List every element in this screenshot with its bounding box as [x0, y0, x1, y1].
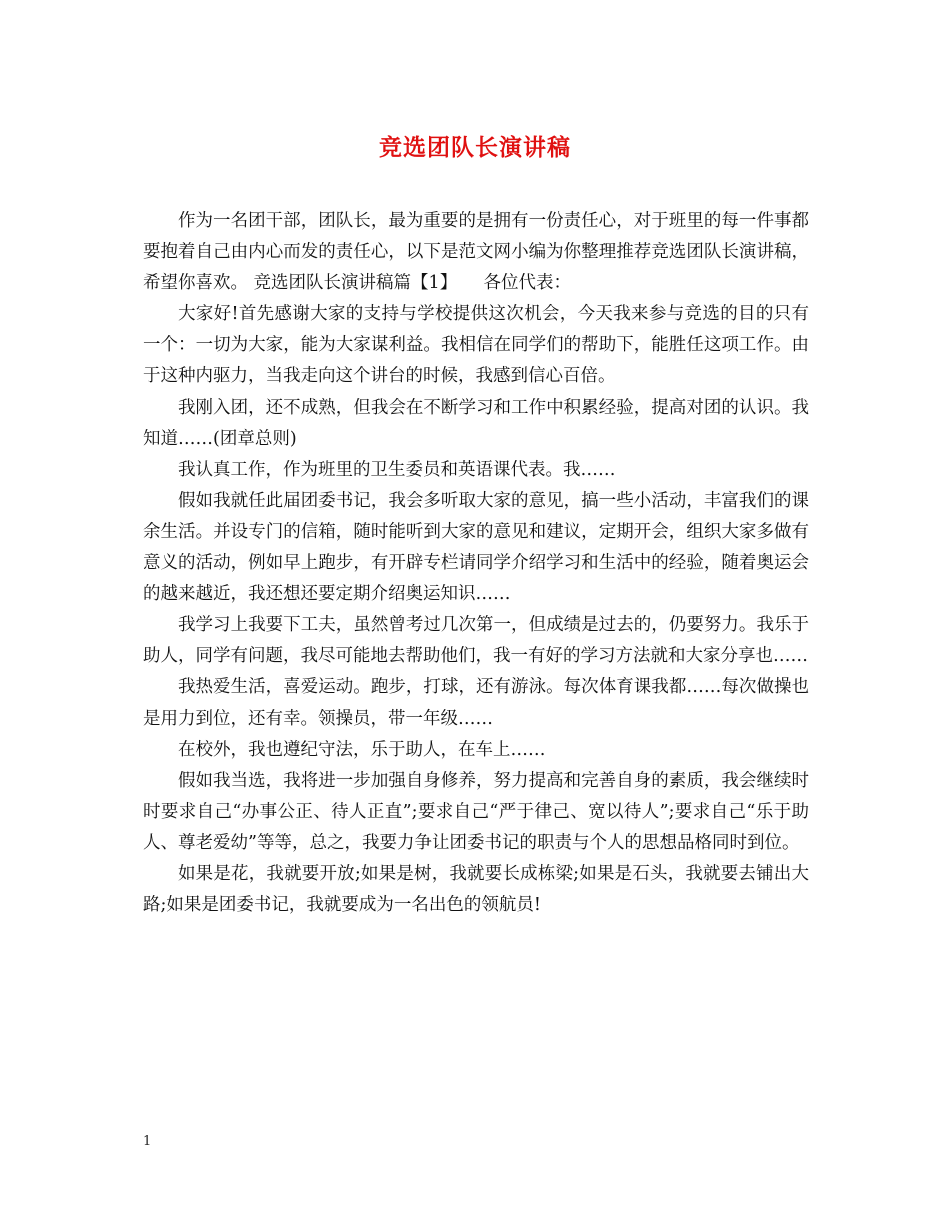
- paragraph-greeting: 大家好!首先感谢大家的支持与学校提供这次机会，今天我来参与竞选的目的只有一个：一切为大家，能为大家谋利益。我相信在同学们的帮助下，能胜任这项工作。由于这种内驱力，当我走向这个讲台的时候，我感到信心百倍。: [143, 304, 809, 387]
- paragraph-intro: 作为一名团干部，团队长，最为重要的是拥有一份责任心，对于班里的每一件事都要抱着自己由内心而发的责任心，以下是范文网小编为你整理推荐竞选团队长演讲稿，希望你喜欢。 竞选团队长演讲稿篇【1】 各位代表：: [143, 211, 809, 294]
- document-title: 竞选团队长演讲稿: [379, 134, 571, 161]
- paragraph-sports: 我热爱生活，喜爱运动。跑步，打球，还有游泳。每次体育课我都……每次做操也是用力到位，还有幸。领操员，带一年级……: [143, 677, 809, 729]
- paragraph-closing: 如果是花，我就要开放;如果是树，我就要长成栋梁;如果是石头，我就要去铺出大路;如果是团委书记，我就要成为一名出色的领航员!: [143, 863, 809, 916]
- paragraph-new-member: 我刚入团，还不成熟，但我会在不断学习和工作中积累经验，提高对团的认识。我知道……(团章总则): [143, 397, 809, 449]
- paragraph-outside-school: 在校外，我也遵纪守法，乐于助人，在车上……: [178, 739, 546, 760]
- paragraph-commitment: 假如我当选，我将进一步加强自身修养，努力提高和完善自身的素质，我会继续时时要求自己“办事公正、待人正直”;要求自己“严于律己、宽以待人”;要求自己“乐于助人、尊老爱幼”等等，总之，我要力争让团委书记的职责与个人的思想品格同时到位。: [143, 770, 809, 853]
- paragraph-study: 我学习上我要下工夫，虽然曾考过几次第一，但成绩是过去的，仍要努力。我乐于助人，同学有问题，我尽可能地去帮助他们，我一有好的学习方法就和大家分享也……: [143, 615, 809, 667]
- paragraph-work: 我认真工作，作为班里的卫生委员和英语课代表。我……: [178, 459, 616, 480]
- document-body: [143, 206, 809, 921]
- paragraph-plans: 假如我就任此届团委书记，我会多听取大家的意见，搞一些小活动，丰富我们的课余生活。并设专门的信箱，随时能听到大家的意见和建议，定期开会，组织大家多做有意义的活动，例如早上跑步，有开辟专栏请同学介绍学习和生活中的经验，随着奥运会的越来越近，我还想还要定期介绍奥运知识……: [143, 490, 809, 605]
- page-number: 1: [143, 1134, 152, 1149]
